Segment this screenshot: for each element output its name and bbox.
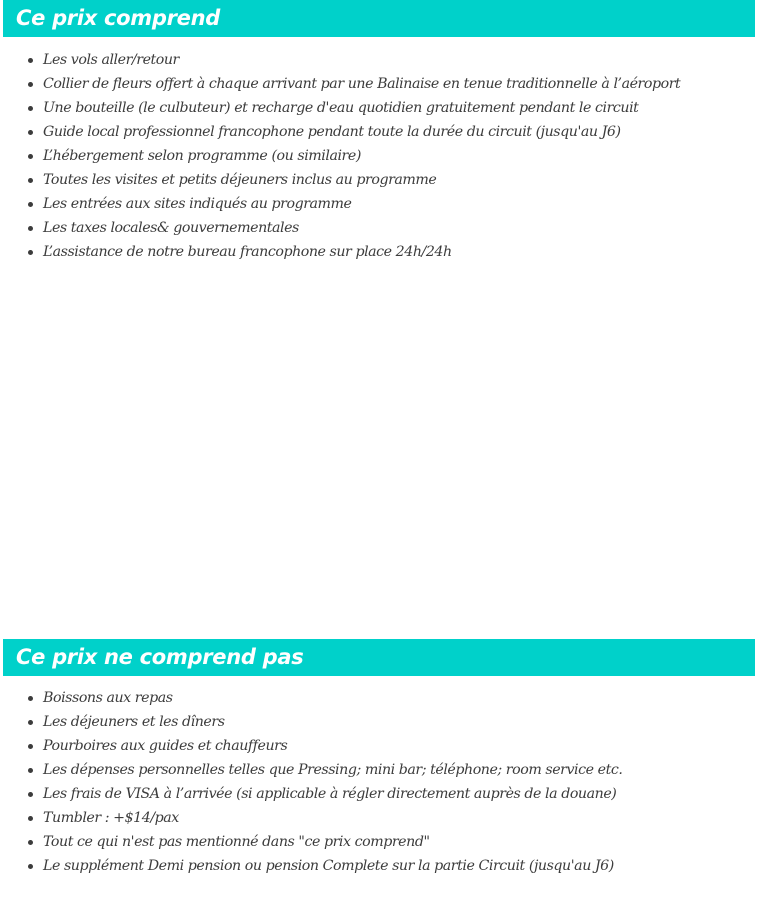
section-body-included: [3, 37, 755, 264]
list-item: Les taxes locales& gouvernementales: [3, 216, 755, 240]
included-list: [3, 48, 755, 264]
excluded-list: [3, 686, 755, 878]
list-item: Les dépenses personnelles telles que Pressing; mini bar; téléphone; room service etc.: [3, 758, 755, 782]
list-item: Tout ce qui n'est pas mentionné dans "ce prix comprend": [3, 830, 755, 854]
section-title-excluded: Ce prix ne comprend pas: [16, 645, 304, 669]
list-item: Boissons aux repas: [3, 686, 755, 710]
section-header-included: [3, 0, 755, 37]
list-item: Le supplément Demi pension ou pension Complete sur la partie Circuit (jusqu'au J6): [3, 854, 755, 878]
list-item: L’assistance de notre bureau francophone sur place 24h/24h: [3, 240, 755, 264]
list-item: Collier de fleurs offert à chaque arrivant par une Balinaise en tenue traditionnelle à l’aéroport: [3, 72, 755, 96]
section-price-excluded: [3, 639, 755, 878]
section-title-included: Ce prix comprend: [16, 6, 220, 30]
list-item: Les vols aller/retour: [3, 48, 755, 72]
list-item: Pourboires aux guides et chauffeurs: [3, 734, 755, 758]
section-body-excluded: [3, 676, 755, 878]
list-item: Les déjeuners et les dîners: [3, 710, 755, 734]
list-item: Guide local professionnel francophone pendant toute la durée du circuit (jusqu'au J6): [3, 120, 755, 144]
list-item: Tumbler : +$14/pax: [3, 806, 755, 830]
list-item: L’hébergement selon programme (ou similaire): [3, 144, 755, 168]
list-item: Les entrées aux sites indiqués au programme: [3, 192, 755, 216]
list-item: Une bouteille (le culbuteur) et recharge d'eau quotidien gratuitement pendant le circuit: [3, 96, 755, 120]
list-item: Toutes les visites et petits déjeuners inclus au programme: [3, 168, 755, 192]
section-header-excluded: [3, 639, 755, 676]
list-item: Les frais de VISA à l’arrivée (si applicable à régler directement auprès de la douane): [3, 782, 755, 806]
section-price-included: [3, 0, 758, 264]
